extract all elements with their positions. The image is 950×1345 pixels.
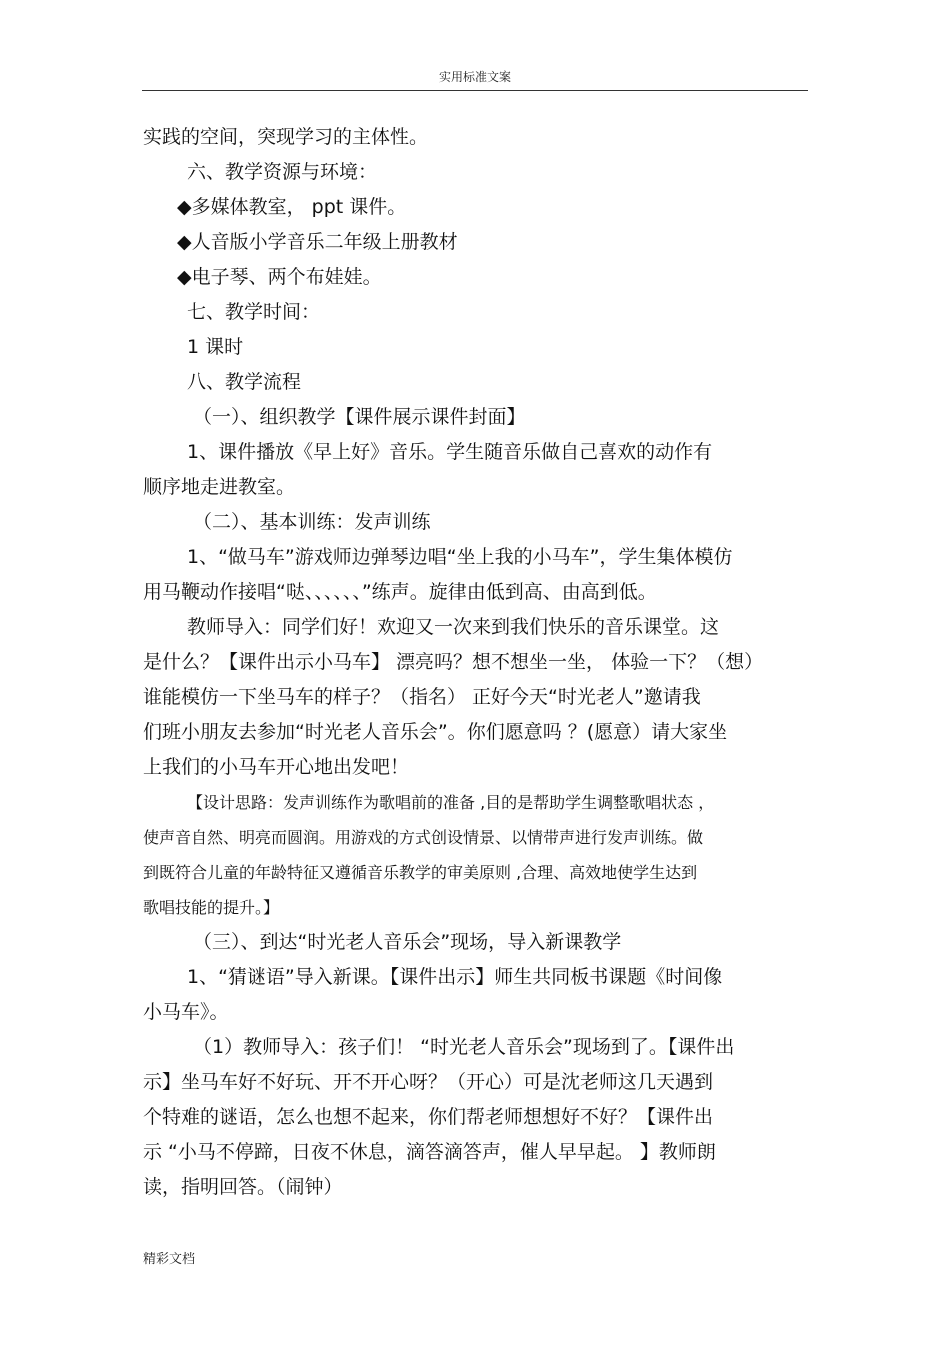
bullet-item: ◆人音版小学音乐二年级上册教材: [177, 231, 458, 253]
text-line: 1、“做马车”游戏师边弹琴边唱“坐上我的小马车”，学生集体模仿: [187, 546, 733, 568]
text-line: 示 “小马不停蹄，日夜不休息，滴答滴答声，催人早早起。 】教师朗: [143, 1141, 716, 1163]
text-line: 1、“猜谜语”导入新课。【课件出示】师生共同板书课题《时间像: [187, 966, 723, 988]
subsection-heading: （一）、组织教学【课件展示课件封面】: [193, 406, 526, 428]
text-line: 1、课件播放《早上好》音乐。学生随音乐做自己喜欢的动作有: [187, 441, 713, 463]
subsection-heading: （三）、到达“时光老人音乐会”现场，导入新课教学: [193, 931, 622, 953]
design-note-line: 歌唱技能的提升。】: [143, 898, 280, 917]
text-line: 个特难的谜语，怎么也想不起来，你们帮老师想想好不好？【课件出: [143, 1106, 714, 1128]
document-body: [143, 120, 813, 1205]
text-line: 实践的空间，突现学习的主体性。: [143, 126, 429, 148]
text-line: 1 课时: [187, 336, 244, 358]
design-note-line: 使声音自然、明亮而圆润。用游戏的方式创设情景、以情带声进行发声训练。做: [143, 828, 704, 847]
text-line: 用马鞭动作接唱“哒、、、、、、”练声。旋律由低到高、由高到低。: [143, 581, 657, 603]
text-line: 读，指明回答。（闹钟）: [143, 1176, 343, 1198]
section-heading: 七、教学时间：: [187, 301, 321, 323]
text-line: 示】坐马车好不好玩、开不开心呀？（开心）可是沈老师这几天遇到: [143, 1071, 714, 1093]
text-line: 上我们的小马车开心地出发吧！: [143, 756, 410, 778]
design-note-line: 【设计思路：发声训练作为歌唱前的准备 ,目的是帮助学生调整歌唱状态 ，: [187, 793, 715, 812]
bullet-item: ◆电子琴、两个布娃娃。: [177, 266, 382, 288]
text-line: 小马车》。: [143, 1001, 229, 1023]
text-line: 谁能模仿一下坐马车的样子？（指名） 正好今天“时光老人”邀请我: [143, 686, 701, 708]
page-footer: 精彩文档: [143, 1252, 196, 1267]
page-header: 实用标准文案: [438, 70, 511, 84]
section-heading: 八、教学流程: [187, 371, 302, 393]
bullet-item: ◆多媒体教室， ppt 课件。: [177, 196, 407, 218]
text-line: 教师导入：同学们好！欢迎又一次来到我们快乐的音乐课堂。这: [187, 616, 720, 638]
section-heading: 六、教学资源与环境：: [187, 161, 378, 183]
text-line: 是什么？【课件出示小马车】 漂亮吗？想不想坐一坐， 体验一下？（想）: [143, 651, 764, 673]
text-line: 顺序地走进教室。: [143, 476, 296, 498]
text-line: （1）教师导入：孩子们！ “时光老人音乐会”现场到了。【课件出: [193, 1036, 735, 1058]
subsection-heading: （二）、基本训练：发声训练: [193, 511, 431, 533]
header-divider: [142, 90, 808, 91]
design-note-line: 到既符合儿童的年龄特征又遵循音乐教学的审美原则 ,合理、高效地使学生达到: [143, 863, 698, 882]
text-line: 们班小朋友去参加“时光老人音乐会”。你们愿意吗 ？(愿意）请大家坐: [143, 721, 728, 743]
